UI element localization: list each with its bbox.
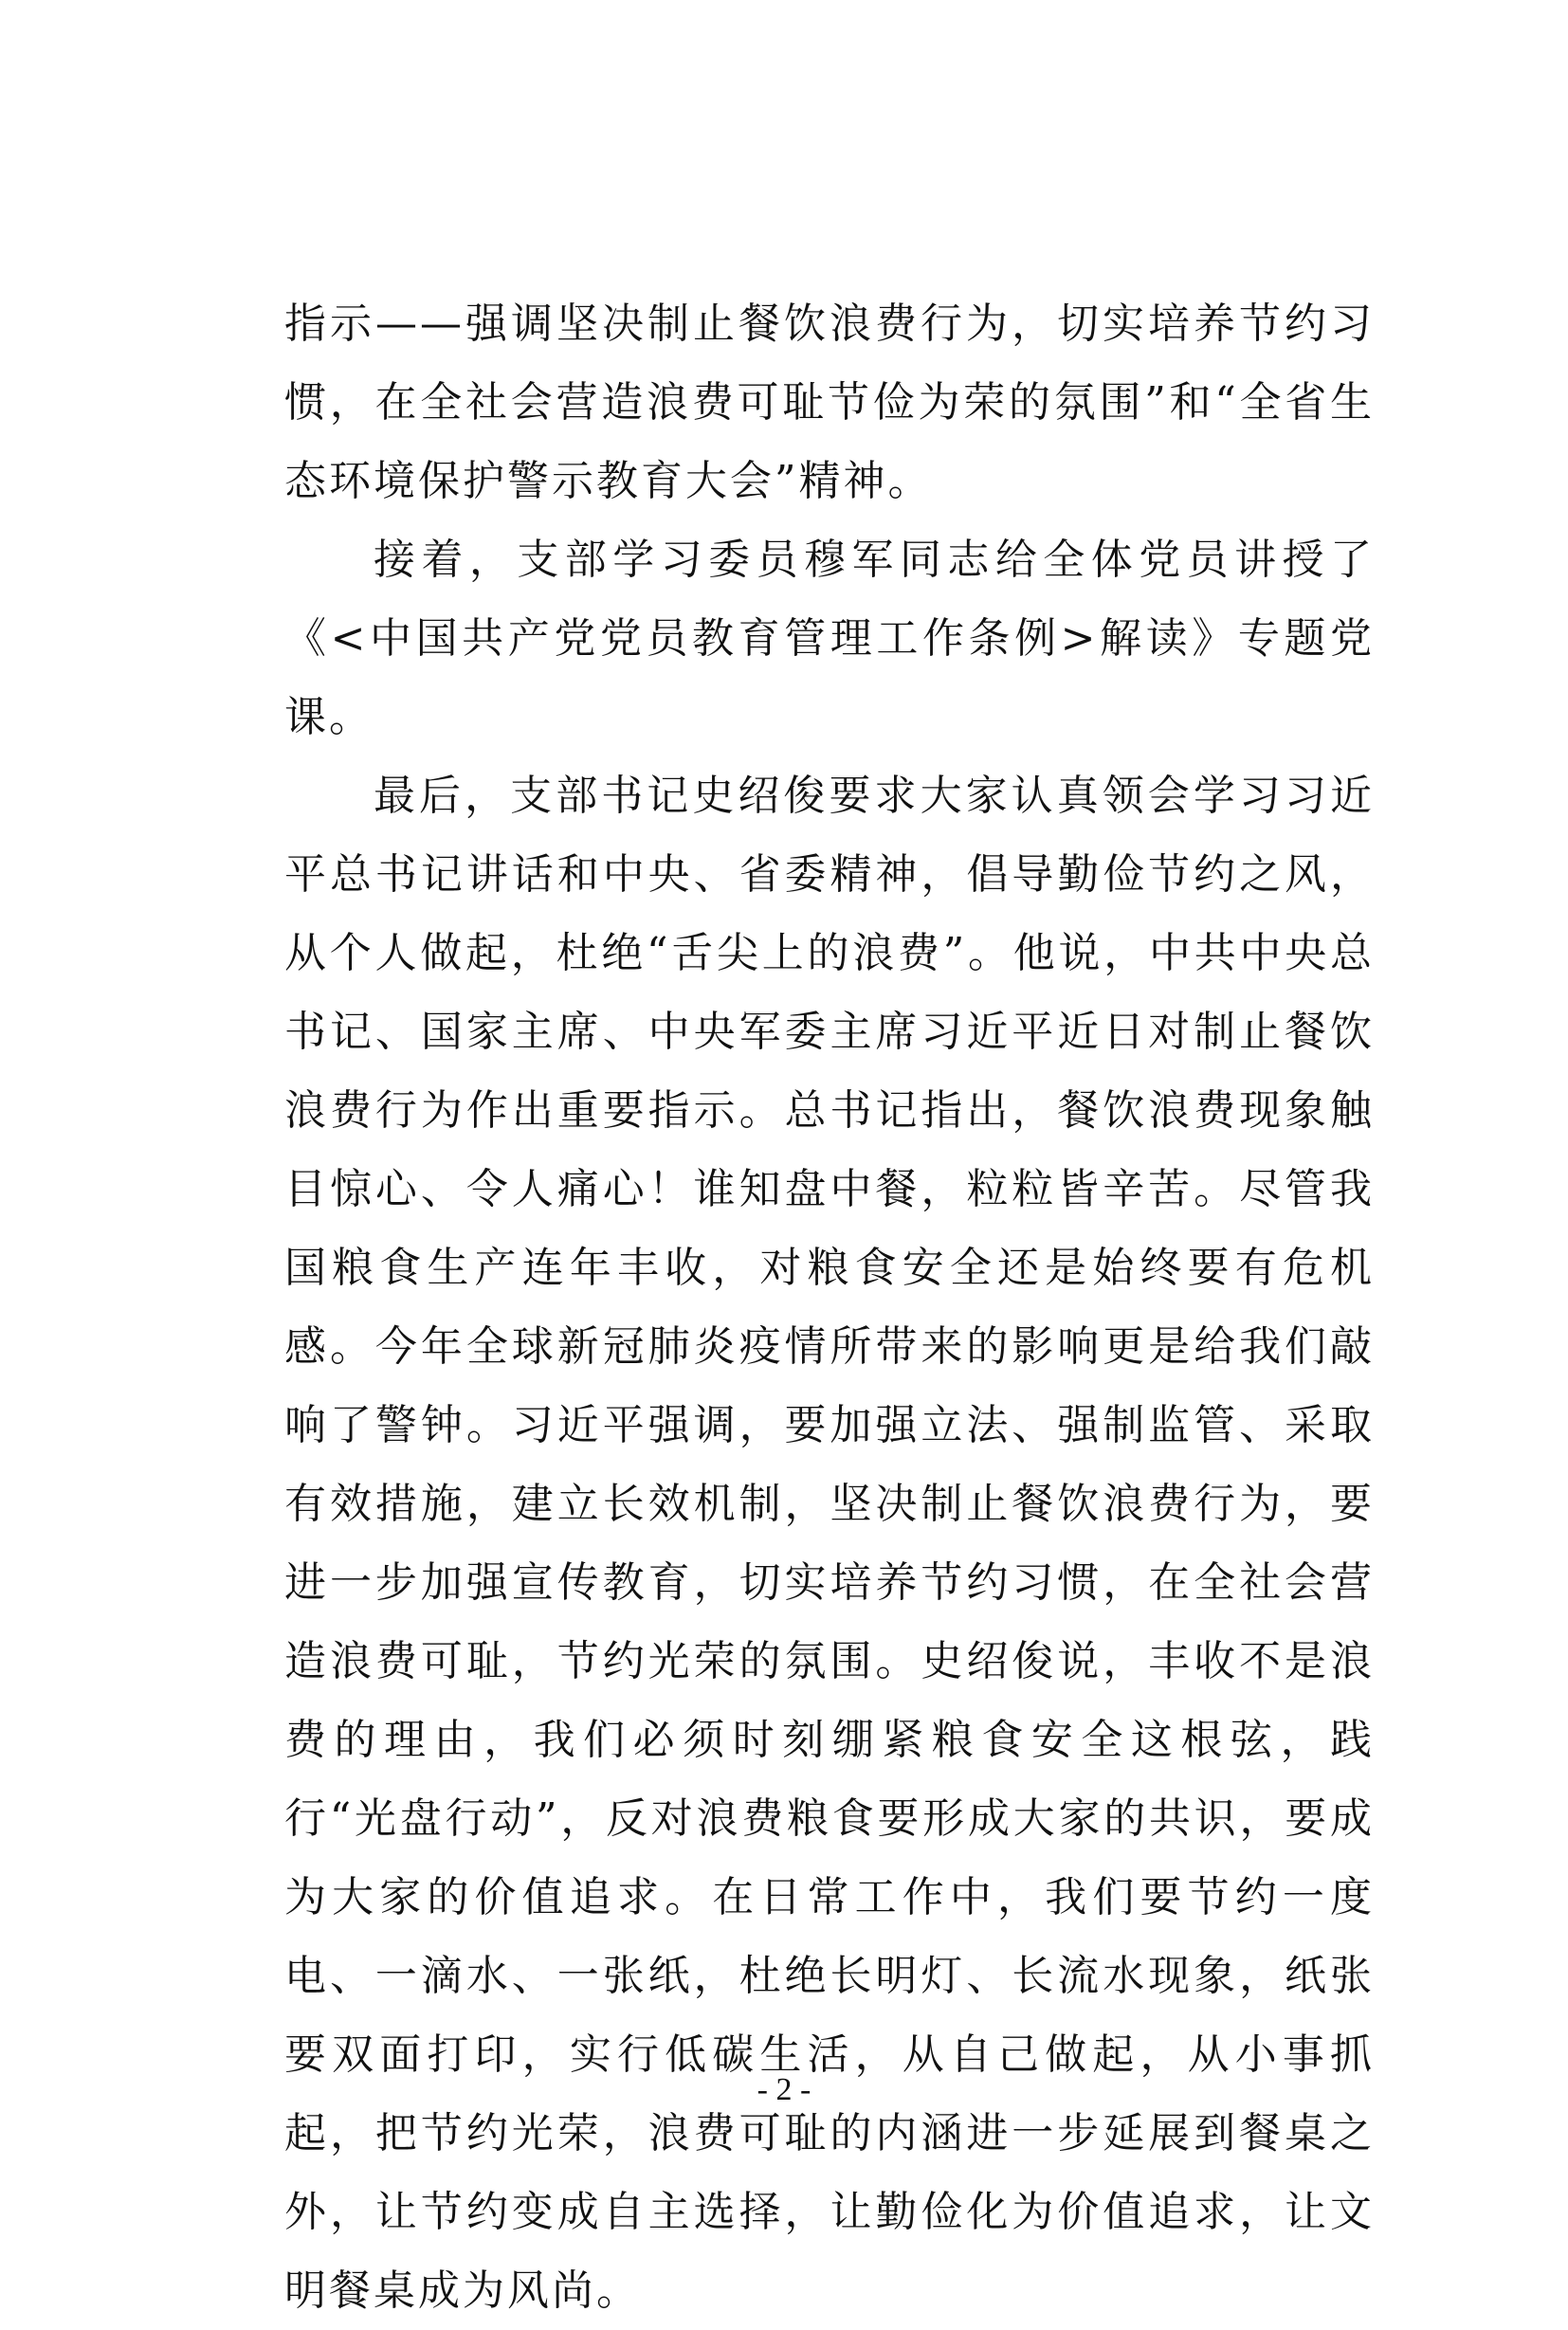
- body-text: [284, 284, 1375, 2330]
- paragraph-continued-instruction: 指示——强调坚决制止餐饮浪费行为，切实培养节约习惯，在全社会营造浪费可耻节俭为荣的氛围”和“全省生态环境保护警示教育大会”精神。: [284, 300, 1375, 505]
- page-number: - 2 -: [757, 2072, 811, 2107]
- paragraph-secretary-remarks: 最后，支部书记史绍俊要求大家认真领会学习习近平总书记讲话和中央、省委精神，倡导勤俭节约之风，从个人做起，杜绝“舌尖上的浪费”。他说，中共中央总书记、国家主席、中央军委主席习近平近日对制止餐饮浪费行为作出重要指示。总书记指出，餐饮浪费现象触目惊心、令人痛心！谁知盘中餐，粒粒皆辛苦。尽管我国粮食生产连年丰收，对粮食安全还是始终要有危机感。今年全球新冠肺炎疫情所带来的影响更是给我们敲响了警钟。习近平强调，要加强立法、强制监管、采取有效措施，建立长效机制，坚决制止餐饮浪费行为，要进一步加强宣传教育，切实培养节约习惯，在全社会营造浪费可耻，节约光荣的氛围。史绍俊说，丰收不是浪费的理由，我们必须时刻绷紧粮食安全这根弦，践行“光盘行动”，反对浪费粮食要形成大家的共识，要成为大家的价值追求。在日常工作中，我们要节约一度电、一滴水、一张纸，杜绝长明灯、长流水现象，纸张要双面打印，实行低碳生活，从自己做起，从小事抓起，把节约光荣，浪费可耻的内涵进一步延展到餐桌之外，让节约变成自主选择，让勤俭化为价值追求，让文明餐桌成为风尚。: [284, 772, 1375, 2315]
- paragraph-party-lecture: 接着，支部学习委员穆军同志给全体党员讲授了《<中国共产党党员教育管理工作条例>解读》专题党课。: [284, 536, 1375, 741]
